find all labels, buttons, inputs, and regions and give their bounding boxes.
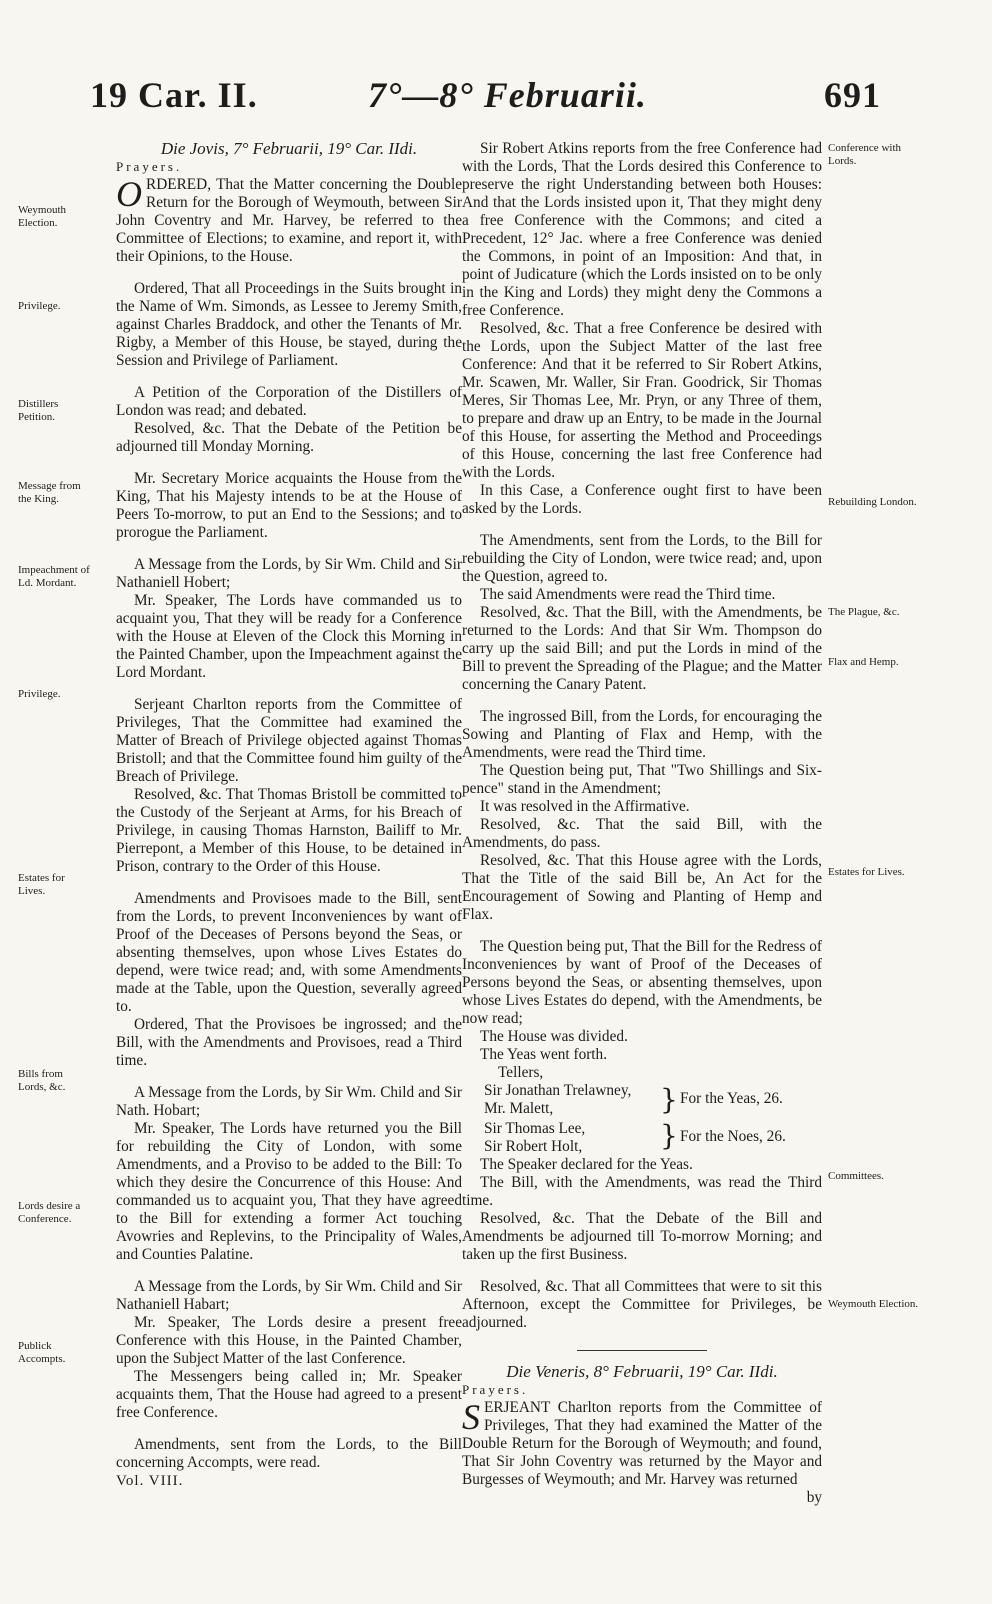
margin-note-message-from-king: Message from the King. (18, 480, 81, 505)
margin-note-rebuilding-london: Rebuilding London. (828, 496, 917, 508)
teller-name: Sir Thomas Lee, (484, 1120, 586, 1137)
noes-count: For the Noes, 26. (680, 1128, 786, 1145)
entry-estates-for-lives: Amendments and Provisoes made to the Bill, sent from the Lords, to prevent Inconveniences by want of Proof of the Deceases of Persons beyond the Seas, or absenting themselves, upon whose Lives Estates do depend, were twice read; and, with some Amendments made at the Table, upon the Question, severally agreed to. Ordered, That the Provisoes be ingrossed; and the Bill, with the Amendments and Provisoes, read a Third time. (116, 890, 462, 1069)
margin-note-the-plague: The Plague, &c. (828, 606, 900, 618)
entry-flax-and-hemp: The ingrossed Bill, from the Lords, for encouraging the Sowing and Planting of Flax and Hemp, with the Amendments, were read the Third time. The Question being put, That "Two Shillings and Six-pence" stand in the Amendment; It was resolved in the Affirmative. Resolved, &c. That the said Bill, with the Amendments, do pass. Resolved, &c. That this House agree with the Lords, That the Title of the said Bill be, An Act for the Encouragement of Sowing and Planting of Hemp and Flax. (462, 708, 822, 923)
margin-note-lords-desire-conference: Lords desire a Conference. (18, 1200, 81, 1225)
entry-estates-division: The Question being put, That the Bill for the Redress of Inconveniences by want of Proof of the Deceases of Persons beyond the Seas, or absenting themselves, upon whose Lives Estates do depend, with the Amendments, be now read; The House was divided. The Yeas went forth. Tellers, Sir Jonathan Trelawney, Mr. Malett, } For the Yeas, 26. Sir Thomas Lee, Sir Robert Holt, } For the Noes, 26. The Speaker declared for the Yeas. The Bill, with the Amendments, was read the Third time. Resolved, &c. That the Debate of the Bill and Amendments be adjourned till To-morrow Morning; and taken up the first Business. (462, 938, 822, 1263)
section-rule (577, 1350, 707, 1351)
prayers-heading-2: Prayers. (462, 1382, 529, 1397)
page-number: 691 (824, 75, 881, 115)
entry-distillers-petition: A Petition of the Corporation of the Distillers of London was read; and debated. Resolved, &c. That the Debate of the Petition be adjourned till Monday Morning. (116, 384, 462, 455)
entry-text: RDERED, That the Matter concerning the Double Return for the Borough of Weymouth, between Sir John Coventry and Mr. Harvey, be referred to the Committee of Elections; to examine, and report it, with their Opinions, to the House. (116, 176, 462, 265)
entry-committees: Resolved, &c. That all Committees that were to sit this Afternoon, except the Committee for Privileges, be adjourned. (462, 1278, 822, 1331)
drop-cap: O (116, 174, 142, 214)
entry-privilege-bristoll: Serjeant Charlton reports from the Committee of Privileges, That the Committee had examined the Matter of Breach of Privilege objected against Thomas Bristoll; and that the Committee found him guilty of the Breach of Privilege. Resolved, &c. That Thomas Bristoll be committed to the Custody of the Serjeant at Arms, for his Breach of Privilege, in causing Thomas Harnston, Bailiff to Mr. Pierrepont, a Member of this House, to be detained in Prison, contrary to the Order of this House. (116, 696, 462, 875)
tellers-label: Tellers, (498, 1064, 544, 1081)
margin-note-impeachment: Impeachment of Ld. Mordant. (18, 564, 90, 589)
margin-note-weymouth-election-right: Weymouth Election. (828, 1298, 919, 1310)
entry-weymouth-report (462, 1399, 822, 1489)
tellers-table (484, 1082, 822, 1156)
entry-conference-report: Sir Robert Atkins reports from the free Conference had with the Lords, That the Lords desired this Conference to preserve the right Understanding between both Houses: And that the Lords insisted upon it, That they might deny a free Conference with the Commons; and cited a Precedent, 12° Jac. where a free Conference was denied the Commons, in point of an Imposition: And that, in point of Judicature (which the Lords insisted on to be only in the King and Lords) they might deny the Commons a free Conference. Resolved, &c. That a free Conference be desired with the Lords, upon the Subject Matter of the last free Conference: And that it be referred to Sir Robert Atkins, Mr. Scawen, Mr. Waller, Sir Fran. Goodrick, Sir Thomas Meres, Sir Thomas Lee, Mr. Pryn, or any Three of them, to prepare and draw up an Entry, to be made in the Journal of this House, for asserting the Method and Proceedings of this House, concerning the last free Conference had with the Lords. In this Case, a Conference ought first to have been asked by the Lords. (462, 140, 822, 517)
entry-impeachment-mordant: A Message from the Lords, by Sir Wm. Child and Sir Nathaniell Hobert; Mr. Speaker, The Lords have commanded us to acquaint you, That they will be ready for a Conference with the House at Eleven of the Clock this Morning in the Painted Chamber, upon the Impeachment against the Lord Mordant. (116, 556, 462, 681)
entry-weymouth-election (116, 176, 462, 266)
yeas-count: For the Yeas, 26. (680, 1090, 783, 1107)
running-head-dates: 7°—8° Februarii. (368, 75, 647, 115)
right-column (462, 140, 822, 1507)
entry-publick-accompts: Amendments, sent from the Lords, to the Bill concerning Accompts, were read. (116, 1436, 462, 1471)
margin-note-distillers-petition: Distillers Petition. (18, 398, 59, 423)
teller-name: Mr. Malett, (484, 1100, 554, 1117)
drop-cap-2: S (462, 1397, 480, 1437)
entry-lords-desire-conference: A Message from the Lords, by Sir Wm. Child and Sir Nathaniell Habart; Mr. Speaker, The Lords desire a present free Conference with this House, in the Painted Chamber, upon the Subject Matter of the last Conference. The Messengers being called in; Mr. Speaker acquaints them, That the House had agreed to a present free Conference. (116, 1278, 462, 1421)
entry-text: ERJEANT Charlton reports from the Committee of Privileges, That they had examined the Matter of the Double Return for the Borough of Weymouth; and found, That Sir John Coventry was returned by the Mayor and Burgesses of Weymouth; and Mr. Harvey was returned (462, 1399, 822, 1488)
margin-note-flax-and-hemp: Flax and Hemp. (828, 656, 899, 668)
entry-bills-from-lords: A Message from the Lords, by Sir Wm. Child and Sir Nath. Hobart; Mr. Speaker, The Lords have returned you the Bill for rebuilding the City of London, with some Amendments, and a Proviso to be added to the Bill: To which they desire the Concurrence of this House: And commanded us to acquaint you, That they have agreed to the Bill for extending a former Act touching Avowries and Replevins, to the Principality of Wales, and Counties Palatine. (116, 1084, 462, 1263)
teller-name: Sir Jonathan Trelawney, (484, 1082, 632, 1099)
left-column (116, 140, 462, 1490)
day-heading-friday: Die Veneris, 8° Februarii, 19° Car. IIdi. (506, 1362, 778, 1381)
margin-note-estates-for-lives: Estates for Lives. (18, 872, 65, 897)
margin-note-committees: Committees. (828, 1170, 884, 1182)
teller-name: Sir Robert Holt, (484, 1138, 583, 1155)
brace-noes: } (660, 1119, 678, 1152)
catchword: by (806, 1489, 822, 1506)
volume-signature: Vol. VIII. (116, 1473, 184, 1489)
entry-message-from-king: Mr. Secretary Morice acquaints the House from the King, That his Majesty intends to be at the House of Peers To-morrow, to put an End to the Sessions; and to prorogue the Parliament. (116, 470, 462, 541)
margin-note-bills-from-lords: Bills from Lords, &c. (18, 1068, 66, 1093)
margin-note-weymouth-election: Weymouth Election. (18, 204, 66, 229)
margin-note-estates-for-lives-right: Estates for Lives. (828, 866, 905, 878)
margin-note-privilege: Privilege. (18, 300, 61, 312)
prayers-heading: Prayers. (116, 159, 183, 174)
running-head-left: 19 Car. II. (90, 75, 258, 115)
margin-note-privilege-2: Privilege. (18, 688, 61, 700)
entry-privilege-simonds: Ordered, That all Proceedings in the Suits brought in the Name of Wm. Simonds, as Lessee to Jeremy Smith, against Charles Braddock, and other the Tenants of Mr. Rigby, a Member of this House, be stayed, during the Session and Privilege of Parliament. (116, 280, 462, 369)
margin-note-publick-accompts: Publick Accompts. (18, 1340, 66, 1365)
day-heading-thursday: Die Jovis, 7° Februarii, 19° Car. IIdi. (160, 139, 418, 158)
entry-rebuilding-london: The Amendments, sent from the Lords, to the Bill for rebuilding the City of London, were twice read; and, upon the Question, agreed to. The said Amendments were read the Third time. Resolved, &c. That the Bill, with the Amendments, be returned to the Lords: And that Sir Wm. Thompson do carry up the said Bill; and put the Lords in mind of the Bill to prevent the Spreading of the Plague; and the Matter concerning the Canary Patent. (462, 532, 822, 693)
margin-note-conference-with-lords: Conference with Lords. (828, 142, 901, 167)
brace-yeas: } (660, 1083, 678, 1116)
